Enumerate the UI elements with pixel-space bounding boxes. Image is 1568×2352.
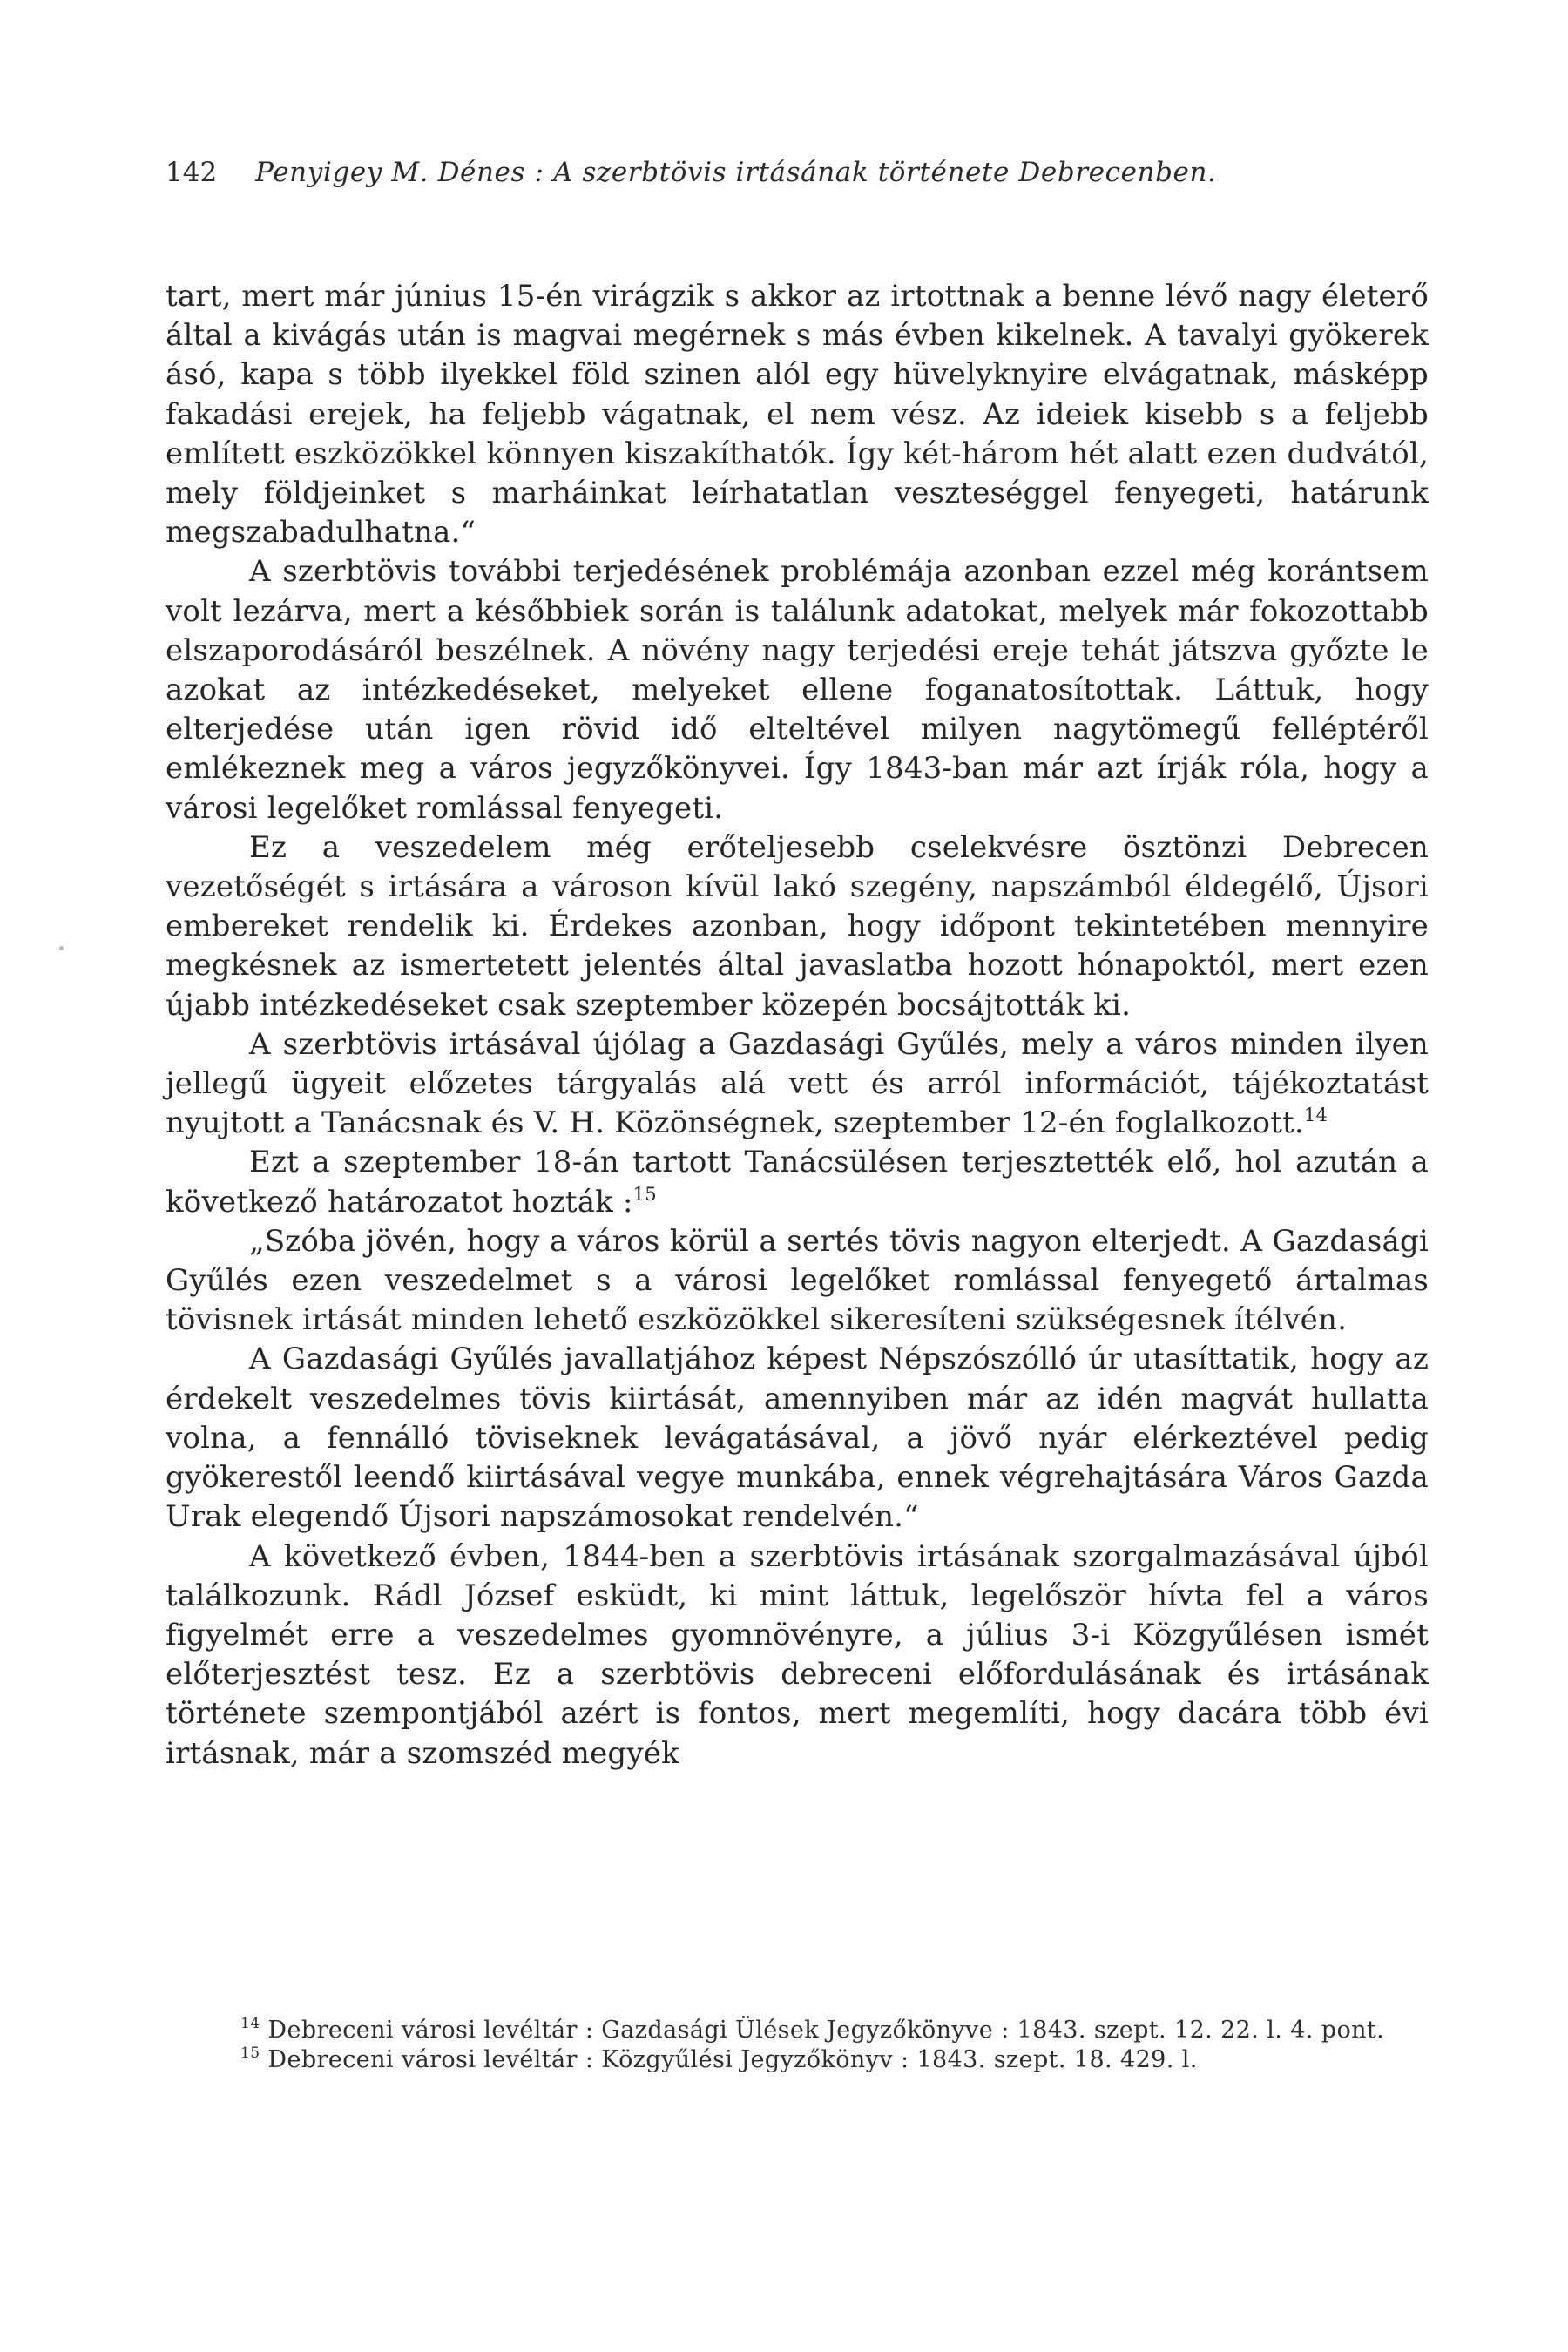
paragraph-text: Ezt a szeptember 18-án tartott Tanácsülésen terjesztették elő, hol azután a következő határozatot hozták :: [166, 1145, 1429, 1220]
footnote-number: 15: [240, 2044, 260, 2062]
body-text: [166, 277, 1429, 1774]
paragraph: A szerbtövis további terjedésének problémája azonban ezzel még korántsem volt lezárva, mert a későbbiek során is találunk adatokat, melyek már fokozottabb elszaporodásáról beszélnek. A növény nagy terjedési ereje tehát játszva győzte le azokat az intézkedéseket, melyeket ellene foganatosítottak. Láttuk, hogy elterjedése után igen rövid idő elteltével milyen nagytömegű felléptéről emlékeznek meg a város jegyzőkönyvei. Így 1843-ban már azt írják róla, hogy a városi legelőket romlással fenyegeti.: [166, 554, 1429, 826]
paragraph-with-note-15: [166, 1143, 1429, 1221]
running-title: Penyigey M. Dénes : A szerbtövis irtásának története Debrecenben.: [255, 157, 1217, 188]
footnote-15: [166, 2045, 1429, 2075]
paragraph: Ez a veszedelem még erőteljesebb cselekvésre ösztönzi Debrecen vezetőségét s irtására a városon kívül lakó szegény, napszámból éldegélő, Újsori embereket rendelik ki. Érdekes azonban, hogy időpont tekintetében mennyire megkésnek az ismertetett jelentés által javaslatba hozott hónapoktól, mert ezen újabb intézkedéseket csak szeptember közepén bocsájtották ki.: [166, 829, 1429, 1023]
running-header: [166, 155, 1437, 190]
footnote-text: Debreceni városi levéltár : Közgyűlési Jegyzőkönyv : 1843. szept. 18. 429. l.: [267, 2046, 1198, 2073]
paragraph-text: A szerbtövis irtásával újólag a Gazdasági Gyűlés, mely a város minden ilyen jellegű ügyeit előzetes tárgyalás alá vett és arról információt, tájékoztatást nyujtott a Tanácsnak és V. H. Közönségnek, szeptember 12-én foglalkozott.: [166, 1026, 1429, 1141]
footnote-ref-14[interactable]: 14: [1303, 1105, 1328, 1126]
paragraph-continuation: tart, mert már június 15-én virágzik s akkor az irtottnak a benne lévő nagy életerő által a kivágás után is magvai megérnek s más évben kikelnek. A tavalyi gyökerek ásó, kapa s több ilyekkel föld szinen alól egy hüvelyknyire elvágatnak, másképp fakadási erejek, ha feljebb vágatnak, el nem vész. Az ideiek kisebb s a feljebb említett eszközökkel könnyen kiszakíthatók. Így két-három hét alatt ezen dudvától, mely földjeinket s marháinkat leírhatatlan veszteséggel fenyegeti, határunk megszabadulhatna.“: [166, 279, 1429, 551]
paragraph-with-note-14: [166, 1025, 1429, 1144]
page-number: 142: [166, 157, 218, 188]
quoted-resolution: „Szóba jövén, hogy a város körül a sertés tövis nagyon elterjedt. A Gazdasági Gyűlés ezen veszedelmet s a városi legelőket romlással fenyegető ártalmas tövisnek irtását minden lehető eszközökkel sikeresíteni szükségesnek ítélvén.: [166, 1223, 1429, 1338]
paragraph: A következő évben, 1844-ben a szerbtövis irtásának szorgalmazásával újból találkozunk. Rádl József esküdt, ki mint láttuk, legelőször hívta fel a város figyelmét erre a veszedelmes gyomnövényre, a július 3-i Közgyűlésen ismét előterjesztést tesz. Ez a szerbtövis debreceni előfordulásának és irtásának története szempontjából azért is fontos, mert megemlíti, hogy dacára több évi irtásnak, már a szomszéd megyék: [166, 1538, 1429, 1771]
paper-speck: [59, 946, 64, 950]
footnotes: [166, 2016, 1429, 2075]
footnote-text: Debreceni városi levéltár : Gazdasági Ülések Jegyzőkönyve : 1843. szept. 12. 22. l. 4. pont.: [267, 2017, 1385, 2044]
footnote-ref-15[interactable]: 15: [632, 1183, 657, 1205]
footnote-number: 14: [240, 2015, 260, 2032]
footnote-14: [166, 2016, 1429, 2045]
quoted-resolution: A Gazdasági Gyűlés javallatjához képest Népszószólló úr utasíttatik, hogy az érdekelt veszedelmes tövis kiirtását, amennyiben már az idén magvát hullatta volna, a fennálló töviseknek levágatásával, a jövő nyár elérkeztével pedig gyökerestől leendő kiirtásával vegye munkába, ennek végrehajtására Város Gazda Urak elegendő Újsori napszámosokat rendelvén.“: [166, 1342, 1429, 1535]
